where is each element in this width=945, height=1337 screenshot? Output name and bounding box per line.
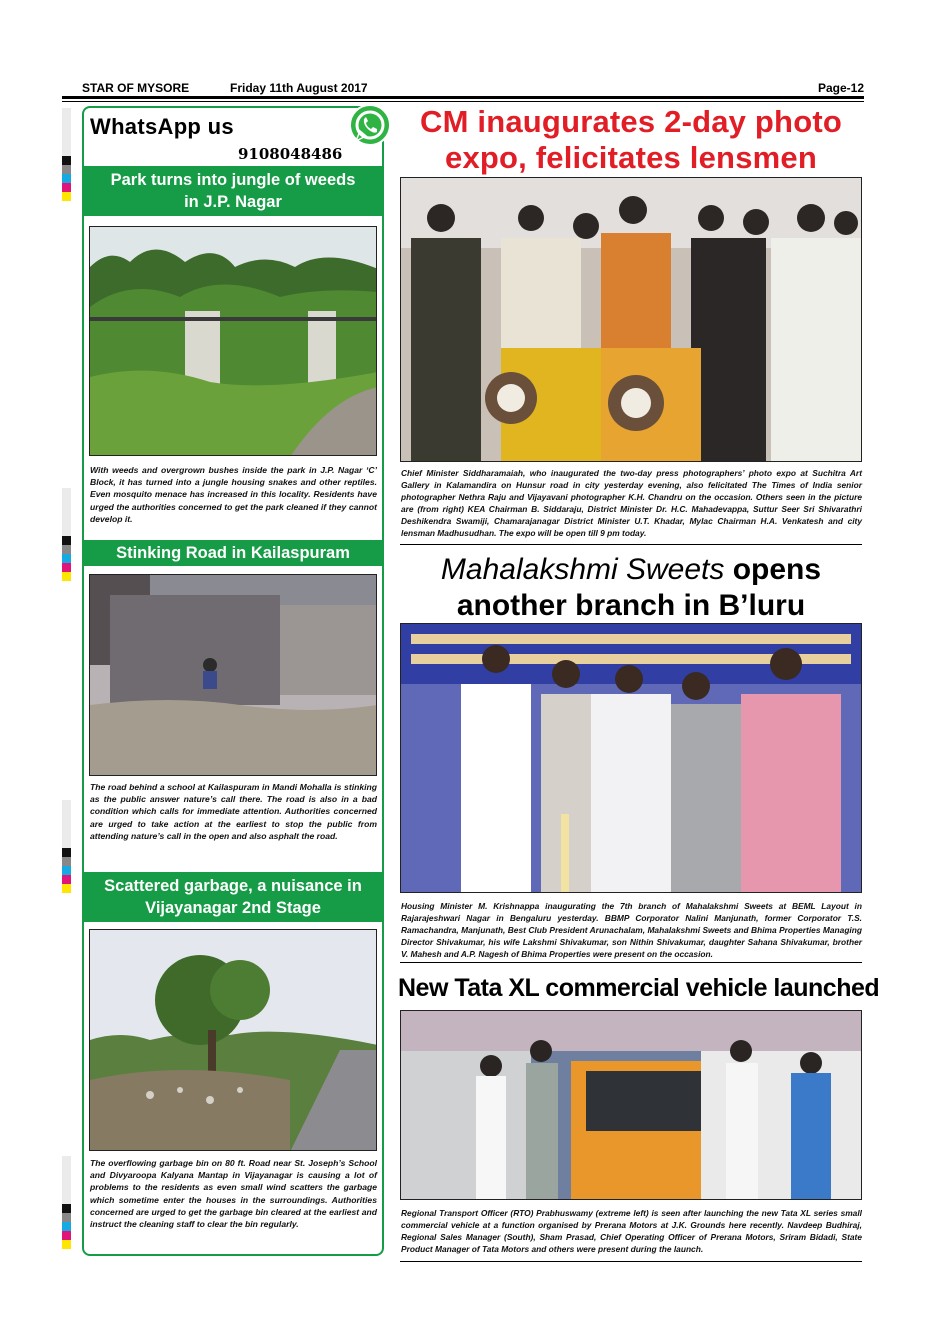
masthead — [62, 78, 864, 98]
story-divider — [400, 1261, 862, 1262]
story-caption: With weeds and overgrown bushes inside the park in J.P. Nagar ‘C’ Block, it has turned into a jungle housing snakes and other reptiles. Even mosquito menace has increased in this locality. Residents have urged the authorities concerned to get the park cleaned if they cannot develop it. — [90, 465, 377, 524]
whatsapp-icon — [348, 103, 392, 147]
masthead-rule — [62, 96, 864, 99]
headline-line: Vijayanagar 2nd Stage — [145, 899, 321, 917]
registration-marks — [62, 108, 71, 201]
headline-light: Mahalakshmi Sweets — [440, 553, 725, 586]
headline-line: another branch in B’luru — [456, 589, 806, 622]
headline-line — [400, 552, 862, 588]
story-caption: Chief Minister Siddharamaiah, who inaugurated the two-day press photographers’ photo expo at Suchitra Art Gallery in Kalamandira on Hunsur road in city yesterday evening, also felicitated The Times of India senior photographer Nethra Raju and Vijayavani photographer K.H. Chandru on the occasion. Others seen in the picture are (from right) KEA Chairman B. Siddaraju, District Minister Dr. H.C. Mahadevappa, Suttur Seer Sri Shivarathri Deshikendra Swamiji, Chamarajanagar District Minister U.T. Khadar, Mylac Chairman H.A. Venkatesh and city lensman Madhusudhan. The expo will be open till 9 pm today. — [401, 468, 862, 539]
headline-line: Park turns into jungle of weeds — [110, 171, 356, 189]
story-caption: The overflowing garbage bin on 80 ft. Road near St. Joseph’s School and Divyaroopa Kalyana Mantap in Vijayanagar is causing a lot of problems to the residents as even small wind scatters the garbage which sometime enter the houses in the surroundings. Authorities concerned are urged to get the garbage bin cleared at the earliest and instruct the cleaning staff to clear the bin regularly. — [90, 1158, 377, 1230]
mahalakshmi-headline — [400, 552, 862, 624]
whatsapp-title: WhatsApp us — [90, 114, 234, 139]
stinking-road-photo — [89, 574, 377, 776]
story-divider — [400, 544, 862, 545]
registration-marks — [62, 1156, 71, 1249]
headline-bold: opens — [732, 553, 822, 586]
story-headline — [84, 540, 382, 566]
publication-name: STAR OF MYSORE — [82, 81, 190, 95]
cm-expo-photo — [400, 177, 862, 462]
story-divider — [400, 962, 862, 963]
headline-line: in J.P. Nagar — [184, 193, 282, 211]
masthead-rule-thin — [62, 101, 864, 102]
story-caption: Regional Transport Officer (RTO) Prabhuswamy (extreme left) is seen after launching the new Tata XL series small commercial vehicle at a function organised by Prerana Motors at J.K. Grounds here recently. Navdeep Budhiraj, Regional Sales Manager (South), Sham Prasad, Chief Operating Officer of Prerana Motors, Sriram Bidadi, State Product Manager of Tata Motors and others were present during the launch. — [401, 1208, 862, 1255]
page-number: Page-12 — [817, 81, 864, 95]
story-headline — [84, 166, 382, 216]
registration-marks — [62, 488, 71, 581]
story-headline — [84, 872, 382, 922]
park-weeds-photo — [89, 226, 377, 456]
issue-date: Friday 11th August 2017 — [230, 81, 368, 95]
registration-marks — [62, 800, 71, 893]
mahalakshmi-sweets-photo — [400, 623, 862, 893]
headline-line: Scattered garbage, a nuisance in — [104, 877, 362, 895]
story-caption: Housing Minister M. Krishnappa inaugurating the 7th branch of Mahalakshmi Sweets at BEML Layout in Rajarajeshwari Nagar in Bengaluru yesterday. BBMP Corporator Nalini Manjunath, former Corporator T.S. Ramachandra, Manjunath, Best Club President Arunachalam, Mahalakshmi Sweets and Bhima Properties Managing Director Shivakumar, his wife Lakshmi Shivakumar, son Nithin Shivakumar, daughter Sahana Shivakumar, brother V. Mahesh and A.P. Nagesh of Bhima Properties were present on the occasion. — [401, 901, 862, 960]
whatsapp-number: 9108048486 — [238, 145, 343, 163]
story-caption: The road behind a school at Kailaspuram in Mandi Mohalla is stinking as the public answer nature’s call there. The road is also in a bad condition which calls for immediate attention. Authorities concerned are urged to take action at the earliest to stop the public from attending nature’s call in the open and also asphalt the road. — [90, 782, 377, 841]
headline-line: CM inaugurates 2-day photo — [419, 104, 842, 139]
headline-line: expo, felicitates lensmen — [445, 140, 817, 175]
tata-xl-photo — [400, 1010, 862, 1200]
tata-xl-headline: New Tata XL commercial vehicle launched — [398, 974, 880, 1002]
cm-expo-headline — [400, 104, 862, 176]
garbage-photo — [89, 929, 377, 1151]
headline-line: Stinking Road in Kailaspuram — [116, 544, 350, 562]
